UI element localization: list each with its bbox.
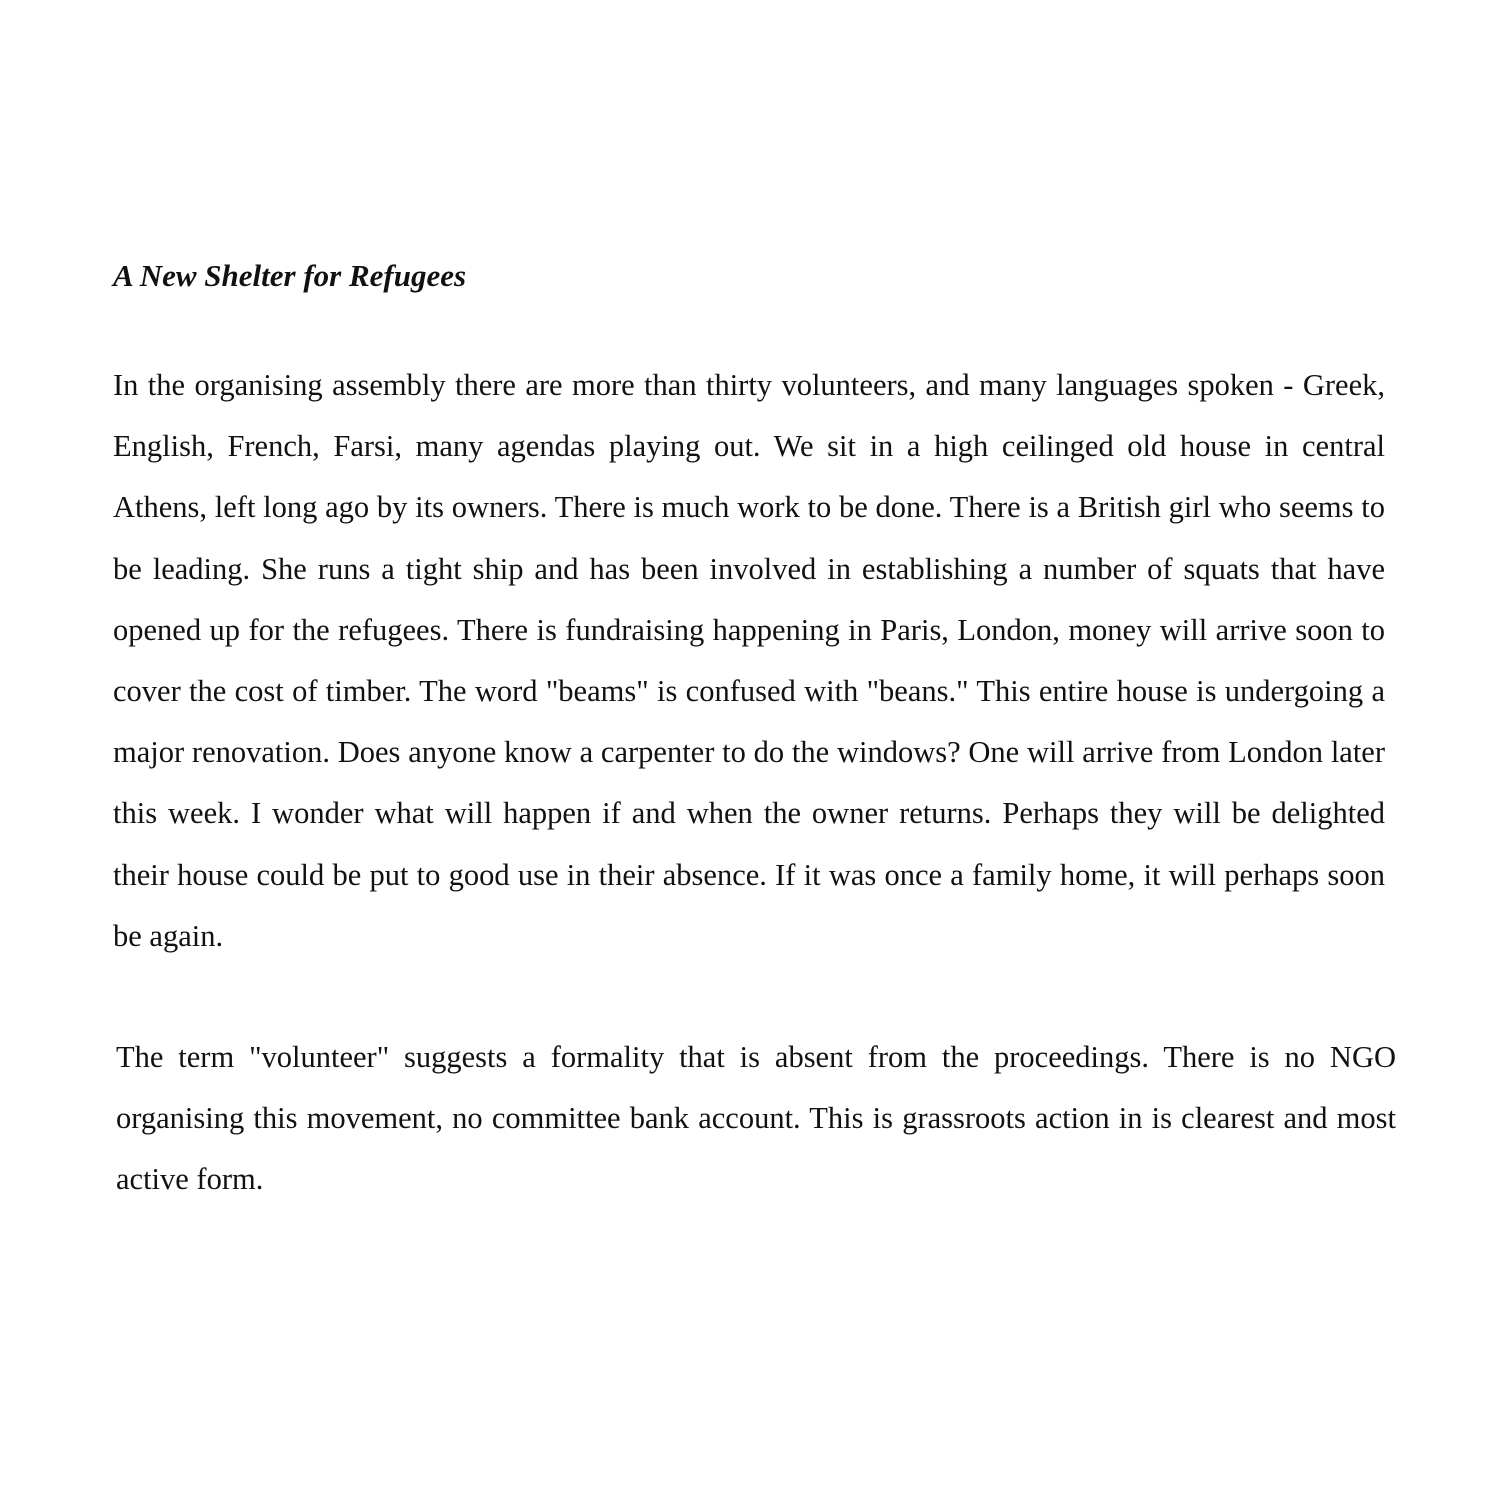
- body-paragraph-1: In the organising assembly there are more than thirty volunteers, and many languages spoken - Greek, English, French, Farsi, many agendas playing out. We sit in a high ceilinged old house in central Athens, left long ago by its owners. There is much work to be done. There is a British girl who seems to be leading. She runs a tight ship and has been involved in establishing a number of squats that have opened up for the refugees. There is fundraising happening in Paris, London, money will arrive soon to cover the cost of timber. The word "beams" is confused with "beans." This entire house is undergoing a major renovation. Does anyone know a carpenter to do the windows? One will arrive from London later this week. I wonder what will happen if and when the owner returns. Perhaps they will be delighted their house could be put to good use in their absence. If it was once a family home, it will perhaps soon be again.: [113, 368, 1385, 953]
- document-title: A New Shelter for Refugees: [113, 258, 467, 293]
- body-paragraph-2: The term "volunteer" suggests a formality that is absent from the proceedings. There is no NGO organising this movement, no committee bank account. This is grassroots action in is clearest and most active form.: [116, 1040, 1396, 1197]
